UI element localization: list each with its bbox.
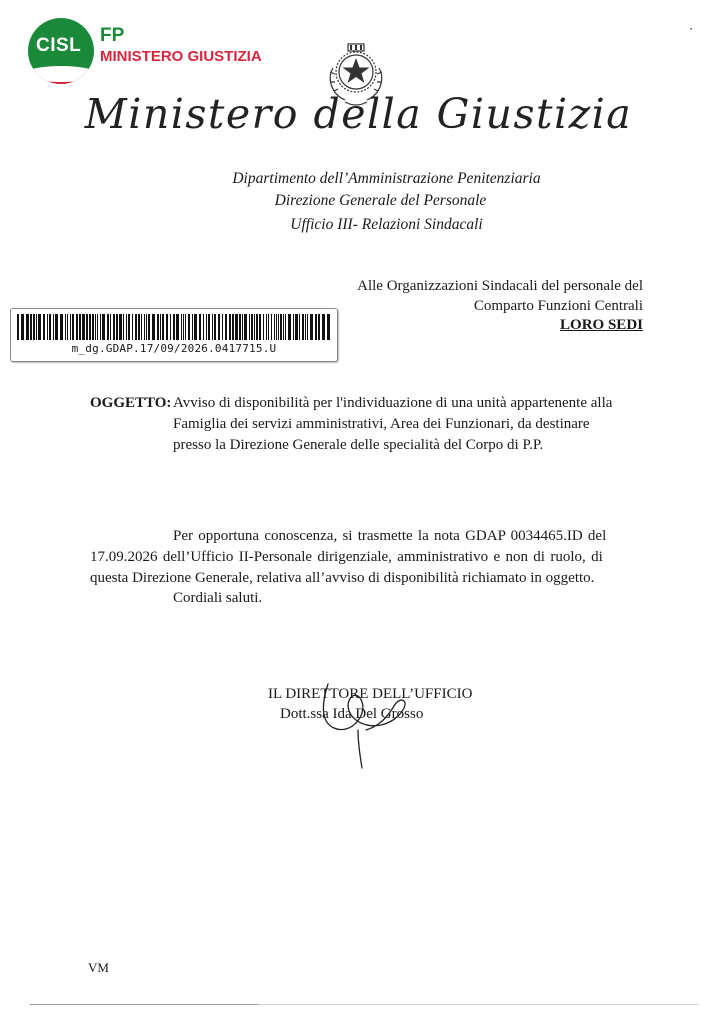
barcode-bar [82,314,85,340]
barcode-bar [157,314,159,340]
signatory-name: Dott.ssa Ida Del Grosso [280,706,424,722]
barcode-bar [183,314,184,340]
barcode-bar [126,314,127,340]
barcode-bar [327,314,330,340]
barcode-bar [322,314,325,340]
office-line: Ufficio III- Relazioni Sindacali [290,216,483,233]
cisl-fp-logo [28,14,278,86]
barcode-bar [203,314,204,340]
barcode-bar [110,314,111,340]
barcode-bar [119,314,122,340]
barcode-bar [310,314,313,340]
barcode-bar [102,314,105,340]
barcode-bar [242,314,243,340]
barcode-bar [26,314,29,340]
barcode-bar [295,314,298,340]
closing-greeting: Cordiali saluti. [173,590,263,606]
barcode-bar [188,314,190,340]
scan-speck [690,28,692,30]
barcode-bar [176,314,179,340]
body-line: 17.09.2026 dell’Ufficio II-Personale dirigenziale, amministrativo e non di ruolo, di [90,549,603,565]
barcode-bar [244,314,247,340]
barcode-bar [271,314,272,340]
barcode-bar [318,314,320,340]
barcode-bar [293,314,294,340]
subject-line: Famiglia dei servizi amministrativi, Area dei Funzionari, da destinare [173,416,590,432]
barcode-bar [92,314,94,340]
body-line: questa Direzione Generale, relativa all’avviso di disponibilità richiamato in oggetto. [90,570,595,586]
barcode-bar [17,314,19,340]
barcode-bar [218,314,220,340]
barcode-bar [288,314,291,340]
barcode-bar [53,314,54,340]
barcode-bar [266,314,267,340]
signatory-role: IL DIRETTORE DELL’UFFICIO [268,686,473,702]
barcode-bar [72,314,74,340]
barcode-bar [21,314,24,340]
department-line: Dipartimento dell’Amministrazione Penitenziaria [232,170,541,187]
barcode-bar [89,314,91,340]
barcode-bar [299,314,300,340]
barcode-bar [49,314,51,340]
barcode-bar [67,314,68,340]
barcode-bar [229,314,231,340]
barcode-bar [86,314,88,340]
barcode-bar [305,314,306,340]
barcode-bar [254,314,255,340]
barcode-bar [33,314,35,340]
barcode-bar [116,314,118,340]
subject-line: Avviso di disponibilità per l'individuazione di una unità appartenente alla [173,395,613,411]
barcode-bar [283,314,284,340]
barcode-bar [97,314,98,340]
barcode-bar [107,314,109,340]
barcode-bar [79,314,81,340]
barcode-bar [36,314,37,340]
barcode-bar [173,314,175,340]
barcode-bar [251,314,253,340]
barcode-bar [95,314,96,340]
barcode-bar [194,314,197,340]
barcode-bar [141,314,142,340]
barcode-bar [128,314,130,340]
barcode-bar [135,314,137,340]
logo-fp-text: FP [100,25,125,46]
barcode-bar [185,314,186,340]
barcode-bar [43,314,45,340]
barcode-bar [222,314,223,340]
barcode-bar [212,314,213,340]
barcode-bar [315,314,317,340]
recipient-line-3: LORO SEDI [560,317,643,333]
barcode-bar [38,314,41,340]
barcode-bar [307,314,308,340]
directorate-line: Direzione Generale del Personale [274,192,487,209]
barcode-bar [70,314,71,340]
barcode-bar [181,314,182,340]
barcode-bar [100,314,101,340]
barcode-bar [132,314,133,340]
barcode-bar [274,314,275,340]
barcode-bar [232,314,234,340]
barcode-bar [138,314,140,340]
subject-label: OGGETTO: [90,395,172,411]
protocol-number: m_dg.GDAP.17/09/2026.0417715.U [71,342,277,355]
barcode-bar [76,314,78,340]
barcode-bar [30,314,32,340]
barcode-bar [235,314,238,340]
barcode-bar [47,314,48,340]
protocol-barcode [10,308,338,362]
barcode-bar [170,314,171,340]
handwritten-signature-icon [300,672,420,772]
barcode-bar [166,314,168,340]
barcode-bar [146,314,147,340]
barcode-bar [263,314,264,340]
recipient-line-1: Alle Organizzazioni Sindacali del personale del [357,278,643,294]
barcode-bar [285,314,286,340]
barcode-bar [208,314,210,340]
barcode-bar [249,314,250,340]
logo-subtitle: MINISTERO GIUSTIZIA [100,48,262,65]
barcode-bar [225,314,227,340]
body-line: Per opportuna conoscenza, si trasmette la nota GDAP 0034465.ID del [173,528,607,544]
barcode-bar [148,314,150,340]
barcode-bar [152,314,155,340]
subject-line: presso la Direzione Generale delle specialità del Corpo di P.P. [173,437,544,453]
barcode-bar [206,314,207,340]
barcode-bar [239,314,241,340]
barcode-bar [259,314,261,340]
barcode-bar [123,314,124,340]
barcode-bar [65,314,66,340]
ministry-title: Ministero della Giustizia [84,90,633,138]
barcode-bar [256,314,258,340]
barcode-bar [144,314,145,340]
barcode-bar [214,314,216,340]
barcode-bar [192,314,193,340]
barcode-bar [199,314,201,340]
barcode-bar [280,314,282,340]
barcode-bar [113,314,115,340]
barcode-bar [55,314,58,340]
logo-cisl-text: CISL [36,35,82,56]
barcode-bar [302,314,304,340]
author-initials: VM [88,960,109,975]
barcode-bar [276,314,277,340]
barcode-icon [17,314,331,340]
footer-divider [258,1004,698,1005]
footer-divider [30,1004,258,1005]
barcode-bar [162,314,164,340]
barcode-bar [160,314,161,340]
barcode-bar [60,314,63,340]
recipient-line-2: Comparto Funzioni Centrali [473,298,643,314]
barcode-bar [268,314,269,340]
barcode-bar [278,314,279,340]
